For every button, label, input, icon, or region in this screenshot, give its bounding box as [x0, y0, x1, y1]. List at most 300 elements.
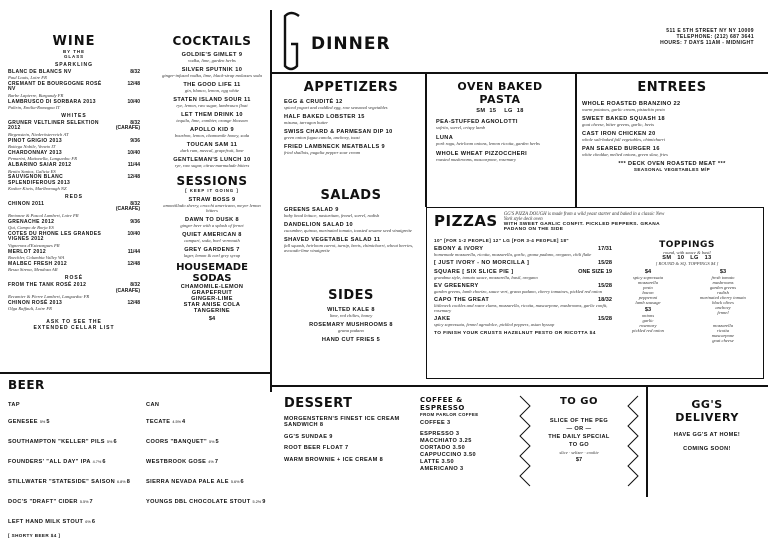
- beer-name: STILLWATER "STATESIDE" SAISON: [8, 479, 117, 485]
- cocktails-title: COCKTAILS: [172, 34, 252, 48]
- cocktail-list: [160, 52, 264, 168]
- wine-desc: Birgenstein, Niederösterreich AT: [8, 131, 69, 137]
- beer-price: 5: [215, 439, 219, 445]
- menu-item-name: PAN SEARED BURGER 16: [582, 146, 660, 152]
- beer-name: DOC'S "DRAFT" CIDER: [8, 499, 80, 505]
- menu-item: [160, 157, 264, 168]
- wine-price: 12/48: [127, 80, 140, 87]
- menu-item-name: WILTED KALE 8: [327, 307, 375, 313]
- toppings-col2: [688, 275, 758, 315]
- g-logo: [279, 10, 303, 72]
- pizza-item: [434, 269, 612, 280]
- menu-item-name: HAND CUT FRIES 5: [321, 337, 381, 343]
- menu-item: [582, 101, 762, 112]
- menu-item-name: DANDELION SALAD 10: [284, 222, 354, 228]
- menu-item: [160, 142, 264, 153]
- crust-note: TO FINISH YOUR CRUSTS HAZELNUT PESTO OR RICOTTA $4: [434, 331, 596, 336]
- whites-label: WHITES: [61, 113, 87, 120]
- wine-row: [8, 283, 140, 294]
- extended-cellar-note: ASK TO SEE THE EXTENDED CELLAR LIST: [33, 319, 115, 332]
- wine-price: 12/48: [127, 260, 140, 267]
- wine-price: 12/48: [127, 299, 140, 306]
- toppings-col3: [616, 313, 680, 333]
- menu-item: [582, 131, 762, 142]
- pizza-name: SQUARE [ SIX SLICE PIE ]: [434, 269, 514, 275]
- menu-item: [582, 116, 762, 127]
- wine-name: BLANC DE BLANCS NV: [8, 68, 72, 75]
- wine-price: 8/32: [130, 68, 140, 75]
- wine-desc: Benito Santos, Galicia ES: [8, 168, 56, 174]
- menu-item-desc: white cheddar, melted onions, green slaw, fries: [582, 152, 668, 157]
- menu-item: [160, 97, 264, 108]
- beer-item: [146, 450, 264, 468]
- menu-item: [436, 151, 570, 162]
- toppings-col1: [616, 275, 680, 305]
- beer-name: LEFT HAND MILK STOUT: [8, 519, 86, 525]
- beer-item: [8, 410, 136, 428]
- pizza-desc: littleneck cockles and razor clams, mozzarella, ricotta, mascarpone, mushrooms, garlic confit, rosemary: [434, 303, 608, 313]
- topping-item: onions: [641, 313, 655, 318]
- wine-item: [8, 262, 140, 273]
- wine-price: 10/40: [127, 230, 140, 237]
- beer-price: 8: [126, 479, 130, 485]
- wine-row: [8, 82, 140, 93]
- beer-item: [8, 490, 136, 508]
- reds-list: [8, 202, 140, 273]
- menu-item-desc: bourbon, lemon, chamomile honey, soda: [174, 133, 250, 138]
- wine-price: 8/32 (CARAFE): [115, 282, 140, 294]
- menu-item-desc: rye, lemon, raw sugar, lambrusco float: [176, 103, 248, 108]
- beer-price: 4: [182, 419, 186, 425]
- pizza-intro: GG'S PIZZA DOUGH is made from a wild yeast starter and baked in a classic New York style deck oven WITH SWEET GARLIC CONFIT. PICKLED PEPPERS. GRANA PADANO ON THE SIDE: [503, 212, 665, 232]
- pasta-sizes: SM 15 LG 18: [476, 108, 524, 114]
- wine-price: 9/36: [130, 218, 140, 225]
- wine-row: [8, 175, 140, 186]
- menu-item: [160, 52, 264, 63]
- toppings-title: TOPPINGS: [659, 240, 715, 250]
- beer-item: [8, 470, 136, 488]
- pizza-name: EBONY & IVORY: [434, 246, 484, 252]
- menu-item-desc: fried shallots, pugalia pepper sour cream: [284, 150, 361, 155]
- menu-item: [284, 322, 418, 333]
- toppings-section: [616, 240, 758, 343]
- menu-item-desc: campari, soda, bon! vermouth: [184, 238, 240, 243]
- divider-header: [271, 72, 768, 74]
- wine-desc: Barbe Lapierre, Burgundy FR: [8, 92, 64, 98]
- can-label: CAN: [146, 402, 160, 408]
- menu-item-desc: amontillado sherry, crocchi americano, meyer lemon bitters: [163, 203, 261, 213]
- menu-item-name: LET THEM DRINK 10: [181, 112, 243, 118]
- menu-item-name: DAWN TO DUSK 8: [185, 217, 239, 223]
- dessert-title: DESSERT: [284, 396, 353, 411]
- beer-name: GENESEE: [8, 419, 40, 425]
- menu-item-desc: ginger beer with a splash of fernet: [180, 223, 244, 228]
- wine-name: LAMBRUSCO DI SORBARA 2013: [8, 98, 96, 105]
- sessions-subtitle: [ KEEP IT GOING ]: [185, 188, 239, 193]
- divider-bottom: [271, 385, 768, 387]
- pizza-name: [ JUST IVORY - NO MORCILLA ]: [434, 260, 530, 266]
- delivery-line1: HAVE GG'S AT HOME!: [673, 432, 741, 438]
- wine-name: COTES DU RHONE LES GRANDES VIGNES 2012: [8, 230, 102, 243]
- menu-item: [436, 119, 570, 130]
- appetizer-list: [284, 99, 418, 155]
- beer-name: TECATE: [146, 419, 173, 425]
- menu-item: [284, 129, 418, 140]
- wine-name: GRENACHE 2012: [8, 218, 55, 225]
- beer-name: SOUTHAMPTON "KELLER" PILS: [8, 439, 107, 445]
- menu-item-desc: gin, blanco, lemon, egg white: [184, 88, 240, 93]
- pizza-desc: spicy sopressata, fennel agrodolce, pickled peppers, asian hyssop: [434, 322, 555, 327]
- beer-price: 6: [113, 439, 117, 445]
- soda-item: TANGERINE: [193, 308, 231, 314]
- pizza-desc: grandma style, tomato sauce, mozzarella, basil, oregano: [434, 275, 538, 280]
- menu-item: [284, 307, 418, 318]
- wine-desc: Vignerons d'Estezargues FR: [8, 243, 60, 249]
- menu-item-name: EGG & CRUDITÉ 12: [284, 99, 343, 105]
- beer-abv: 6%: [85, 520, 92, 524]
- pizza-price: ONE SIZE 19: [578, 269, 612, 275]
- menu-item: [284, 237, 418, 253]
- menu-item-desc: warm potatoes, garlic cream, pistachio pesto: [582, 107, 665, 112]
- beer-tap: [8, 402, 136, 538]
- beer-abv: 4.5%: [172, 420, 183, 424]
- beer-price: 7: [89, 499, 93, 505]
- rose-list: [8, 283, 140, 311]
- menu-item: [284, 222, 418, 233]
- menu-item-name: GREY GARDENS 7: [184, 247, 240, 253]
- wine-item: [8, 232, 140, 248]
- soda-item: GRAPEFRUIT: [191, 290, 233, 296]
- sparkling-label: SPARKLING: [54, 62, 94, 68]
- wine-name: CHINON 2011: [8, 200, 45, 207]
- pasta-list: [430, 119, 570, 162]
- wine-desc: Recamier & Pierre Lambert, Languedoc FR: [8, 294, 90, 300]
- dessert-item: MORGENSTERN'S FINEST ICE CREAM SANDWICH 8: [284, 416, 400, 429]
- coffee-title: COFFEE & ESPRESSO: [420, 396, 465, 412]
- entree-list: [582, 101, 762, 157]
- beer-item: [146, 490, 264, 508]
- soda-item: CHAMOMILE-LEMON: [180, 284, 244, 290]
- wine-name: MERLOT 2012: [8, 248, 47, 255]
- menu-item: [284, 114, 418, 125]
- menu-item-name: STRAW BOSS 9: [188, 197, 236, 203]
- coffee-item: COFFEE 3: [420, 420, 451, 426]
- session-list: [160, 197, 264, 258]
- pizza-price: 17/31: [598, 246, 612, 252]
- toppings-col2-price: $3: [719, 269, 727, 275]
- topping-item: mascarpone: [711, 333, 735, 338]
- pizza-item: [434, 260, 612, 266]
- wine-desc: Paul Louis, Loire FR: [8, 75, 47, 81]
- telephone: TELEPHONE: (212) 687 3641: [676, 34, 754, 40]
- beer-price: 5: [46, 419, 50, 425]
- wine-item: [8, 250, 140, 261]
- menu-item-desc: fall squash, heirloom carrot, turnip, beets, chimichurri, wheat berries, avocado-lime vinaigrette: [284, 243, 414, 253]
- topping-item: bacon: [642, 290, 654, 295]
- beer-name: COORS "BANQUET": [146, 439, 209, 445]
- menu-item-name: ROSEMARY MUSHROOMS 8: [309, 322, 393, 328]
- wine-desc: Kosher Kiwis, Marlborough NZ: [8, 186, 67, 192]
- beer-abv: 4.7%: [92, 460, 103, 464]
- wine-desc: Bessa Sirena, Mendoza AR: [8, 267, 58, 273]
- menu-item-name: GOLDIE'S GIMLET 9: [181, 52, 243, 58]
- menu-item-name: STATEN ISLAND SOUR 11: [173, 97, 251, 103]
- togo-desc: slice · seltzer · cookie: [559, 450, 599, 455]
- topping-item: rosemary: [639, 323, 657, 328]
- wine-item: [8, 151, 140, 162]
- menu-item: [284, 144, 418, 155]
- pizza-item: [434, 283, 612, 294]
- wine-desc: Bretonne & Pascal Lambert, Loire FR: [8, 213, 79, 219]
- wine-item: [8, 175, 140, 191]
- pizza-price: 15/28: [598, 283, 612, 289]
- entrees-special: *** DECK OVEN ROASTED MEAT ***: [618, 161, 726, 167]
- topping-item: anchovy: [715, 305, 731, 310]
- menu-item: [160, 232, 264, 243]
- menu-item: [160, 127, 264, 138]
- menu-item-desc: pork ragu, heirloom onions, lemon ricotta, garden herbs: [436, 141, 540, 146]
- topping-item: ricotta: [716, 328, 730, 333]
- togo-title: TO GO: [559, 396, 598, 407]
- pasta-title: OVEN BAKED PASTA: [457, 80, 543, 106]
- pizza-desc: garden greens, lamb chorizo, sauce vert, grana padano, cherry tomatoes, pickled red onion: [434, 289, 603, 294]
- wine-price: 11/44: [127, 248, 140, 255]
- topping-item: fresh tomato: [711, 275, 735, 280]
- wine-price: 10/40: [127, 98, 140, 105]
- delivery-section: [650, 398, 764, 452]
- beer-price: 9: [262, 499, 266, 505]
- delivery-title: GG'S DELIVERY: [675, 398, 739, 424]
- beer-abv: 5%: [39, 420, 47, 424]
- pizza-sizes: 10" [FOR 1-2 PEOPLE] 12" LG [FOR 3-4 PEOPLE] 18": [434, 238, 569, 243]
- coffee-item: CAPPUCCINO 3.50: [420, 452, 477, 458]
- pizza-price: 15/28: [598, 260, 612, 266]
- pizza-list: [434, 246, 612, 327]
- menu-item: [160, 82, 264, 93]
- beer-item: [146, 430, 264, 448]
- pizza-item: [434, 246, 612, 257]
- beer-abv: 5.6%: [230, 480, 241, 484]
- wine-desc: Bottega Nobile, Veneto IT: [8, 144, 56, 150]
- topping-item: pepperoni: [638, 295, 658, 300]
- menu-item-name: THE GOOD LIFE 11: [183, 82, 241, 88]
- pizza-row: [434, 260, 612, 266]
- soda-list: [160, 284, 264, 314]
- wine-price: 10/40: [127, 149, 140, 156]
- menu-item-name: SHAVED VEGETABLE SALAD 11: [284, 237, 381, 243]
- coffee-section: [420, 396, 506, 472]
- menu-item-name: LUNA: [436, 135, 454, 141]
- wine-item: [8, 220, 140, 231]
- beer-abv: 5.5%: [79, 500, 90, 504]
- wine-row: [8, 121, 140, 132]
- soda-item: GINGER-LIME: [191, 296, 233, 302]
- beer-name: WESTBROOK GOSE: [146, 459, 209, 465]
- beer-item: [8, 510, 136, 528]
- menu-item-name: TOUCAN SAM 11: [186, 142, 238, 148]
- menu-item-name: SWEET BAKED SQUASH 18: [582, 116, 665, 122]
- menu-item-desc: mizuna, tarragon butter: [284, 120, 329, 125]
- divider-beer-top: [0, 372, 271, 374]
- beer-abv: 5%: [208, 440, 216, 444]
- wine-price: 12/48: [127, 174, 140, 181]
- topping-item: garlic: [642, 318, 654, 323]
- coffee-subtitle: FROM PARLOR COFFEE: [420, 412, 479, 417]
- can-list: [146, 410, 264, 508]
- coffee-item: AMERICANO 3: [420, 466, 464, 472]
- wine-item: [8, 202, 140, 218]
- wine-desc: Paltrin, Emilia-Romagna IT: [8, 105, 60, 111]
- beer-name: FOUNDERS' "ALL DAY" IPA: [8, 459, 93, 465]
- menu-item-desc: spiced yogurt and coddled egg, raw seasonal vegetables: [284, 105, 388, 110]
- toppings-grid: [616, 269, 758, 343]
- rose-label: ROSÉ: [64, 275, 84, 282]
- sodas-title: HOUSEMADE SODAS: [176, 262, 248, 284]
- dessert-item: WARM BROWNIE + ICE CREAM 8: [284, 456, 384, 463]
- pizza-price: 15/28: [598, 316, 612, 322]
- sparkling-list: [8, 70, 140, 111]
- salads-title: SALADS: [320, 188, 382, 203]
- togo-line2: — OR —: [566, 426, 592, 432]
- wine-name: SAUVIGNON BLANC SPLENDIFEROUS 2013: [8, 174, 71, 186]
- wine-desc: Olga Raffault, Loire FR: [8, 306, 52, 312]
- topping-item: spicy sopressata: [632, 275, 664, 280]
- sessions-title: SESSIONS: [176, 174, 248, 188]
- topping-item: mushrooms: [712, 280, 734, 285]
- beer-item: [146, 470, 264, 488]
- wine-item: [8, 82, 140, 98]
- menu-item-desc: sofrito, sorrel, crispy lamb: [436, 125, 485, 130]
- side-list: [284, 307, 418, 343]
- beer-title: BEER: [8, 378, 45, 392]
- menu-item-desc: cucumber, quinoa, marinated tomato, toasted sesame seed vinaigrette: [284, 228, 412, 233]
- wine-item: [8, 100, 140, 111]
- topping-item: radish: [717, 290, 729, 295]
- menu-item-name: PEA-STUFFED AGNOLOTTI: [436, 119, 518, 125]
- topping-item: pesto: [643, 285, 653, 290]
- hours: HOURS: 7 DAYS 11AM - MIDNIGHT: [660, 40, 754, 46]
- contact-info: [660, 28, 754, 46]
- pizza-desc: homemade mozzarella, ricotta, mozzarella, garlic, grana padano, oregano, chili flake: [434, 252, 592, 257]
- menu-item-desc: green onion fugaa canola, anchovy, toast: [284, 135, 360, 140]
- menu-item-name: APOLLO KID 9: [190, 127, 234, 133]
- dessert-item: GG'S SUNDAE 9: [284, 433, 333, 440]
- menu-item-desc: lager, lemon & earl grey syrup: [183, 253, 241, 258]
- wine-name: CHARDONNAY 2013: [8, 149, 63, 156]
- beer-item: [146, 410, 264, 428]
- wine-price: 9/36: [130, 137, 140, 144]
- topping-item: black olives: [712, 300, 734, 305]
- sides-title: SIDES: [328, 288, 374, 303]
- pizza-item: [434, 297, 612, 313]
- wine-item: [8, 121, 140, 137]
- wine-name: ALBARINO SAIAR 2012: [8, 161, 72, 168]
- menu-item-desc: lime, red chilies, honey: [329, 313, 373, 318]
- dessert-section: [284, 396, 402, 463]
- coffee-item: CORTADO 3.50: [420, 445, 466, 451]
- menu-item-desc: dark rum, mezcal, grapefruit, lime: [180, 148, 244, 153]
- topping-item: fennel: [717, 310, 729, 315]
- toppings-sizes: SM 10 LG 13: [662, 255, 712, 261]
- coffee-item: ESPRESSO 3: [420, 431, 460, 437]
- menu-item-desc: vodka, lime, garden herbs: [188, 58, 236, 63]
- salad-list: [284, 207, 418, 253]
- coffee-item: LATTE 3.50: [420, 459, 455, 465]
- divider-delivery: [646, 386, 648, 497]
- togo-line1: SLICE OF THE PEG: [549, 418, 609, 424]
- menu-item: [284, 207, 418, 218]
- menu-item-name: FRIED LAMBNECK MEATBALLS 9: [284, 144, 386, 150]
- pizzas-title: PIZZAS: [434, 212, 498, 230]
- menu-item-name: GREENS SALAD 9: [284, 207, 339, 213]
- beer-abv: 6.8%: [116, 480, 127, 484]
- menu-item: [284, 99, 418, 110]
- toppings-square-note: [ ROUND & SQ. TOPPINGS $4 ]: [655, 261, 719, 266]
- tap-label: TAP: [8, 402, 20, 408]
- reds-label: REDS: [65, 194, 83, 201]
- appetizers-section: [284, 80, 418, 155]
- beer-item: [8, 430, 136, 448]
- wine-price: 8/32 (CARAFE): [115, 119, 140, 132]
- beer-abv: 5.2%: [252, 500, 263, 504]
- dessert-list: [284, 416, 402, 463]
- wine-desc: Boechler, Columbia Valley WA: [8, 255, 65, 261]
- sodas-price: $4: [208, 316, 216, 322]
- pasta-section: [430, 80, 570, 162]
- wine-name: MALBEC FRESH 2012: [8, 260, 68, 267]
- topping-item: mozzarella: [638, 280, 658, 285]
- entrees-title: ENTREES: [637, 80, 707, 95]
- togo-line4: TO GO: [569, 442, 589, 448]
- entrees-section: [582, 80, 762, 172]
- beer-name: YOUNGS DBL CHOCOLATE STOUT: [146, 499, 253, 505]
- wine-title: WINE: [52, 34, 96, 49]
- menu-item-desc: ginger-infused vodka, lime, black-strap molasses soda: [162, 73, 262, 78]
- menu-item: [284, 337, 418, 343]
- topping-item: marinated cherry tomato: [700, 295, 746, 300]
- beer-price: 6: [240, 479, 244, 485]
- beer-can: [146, 402, 264, 508]
- beer-price: 6: [102, 459, 106, 465]
- wine-section: [8, 34, 140, 331]
- wine-row: [8, 232, 140, 243]
- pizza-name: EV GREENERY: [434, 283, 479, 289]
- menu-item-name: CAST IRON CHICKEN 20: [582, 131, 656, 137]
- menu-item-name: WHOLE WHEAT PIZZOCCHERI: [436, 151, 528, 157]
- wine-desc: Pemarini, Mattonella, Languedoc FR: [8, 156, 78, 162]
- shorty-beer: [ SHORTY BEER $4 ]: [8, 533, 61, 538]
- wine-item: [8, 301, 140, 312]
- togo-line3: THE DAILY SPECIAL: [548, 434, 610, 440]
- delivery-line2: COMING SOON!: [683, 446, 731, 452]
- toppings-col3-price: $3: [644, 307, 652, 313]
- wine-item: [8, 70, 140, 81]
- entrees-special-sub: SEASONAL VEGETABLES M/P: [633, 167, 711, 172]
- menu-item-desc: whole salt-baked fall vegetables, chimichurri: [582, 137, 666, 142]
- wine-price: 11/44: [127, 161, 140, 168]
- wine-name: FROM THE TANK ROSÉ 2012: [8, 282, 87, 288]
- menu-item-name: GENTLEMAN'S LUNCH 10: [173, 157, 251, 163]
- topping-item: lamb sausage: [635, 300, 661, 305]
- toppings-col4: [688, 323, 758, 343]
- menu-item: [436, 135, 570, 146]
- menu-item-desc: rye, raw sugar, citrus-marmalade bitters: [174, 163, 250, 168]
- menu-item-desc: baby head lettuce, nasturtium, fennel, sorrel, radish: [284, 213, 380, 218]
- g-logo-icon: [279, 10, 303, 72]
- divider-mid2: [575, 73, 577, 207]
- pizza-price: 18/32: [598, 297, 612, 303]
- menu-item-desc: grana padano: [338, 328, 364, 333]
